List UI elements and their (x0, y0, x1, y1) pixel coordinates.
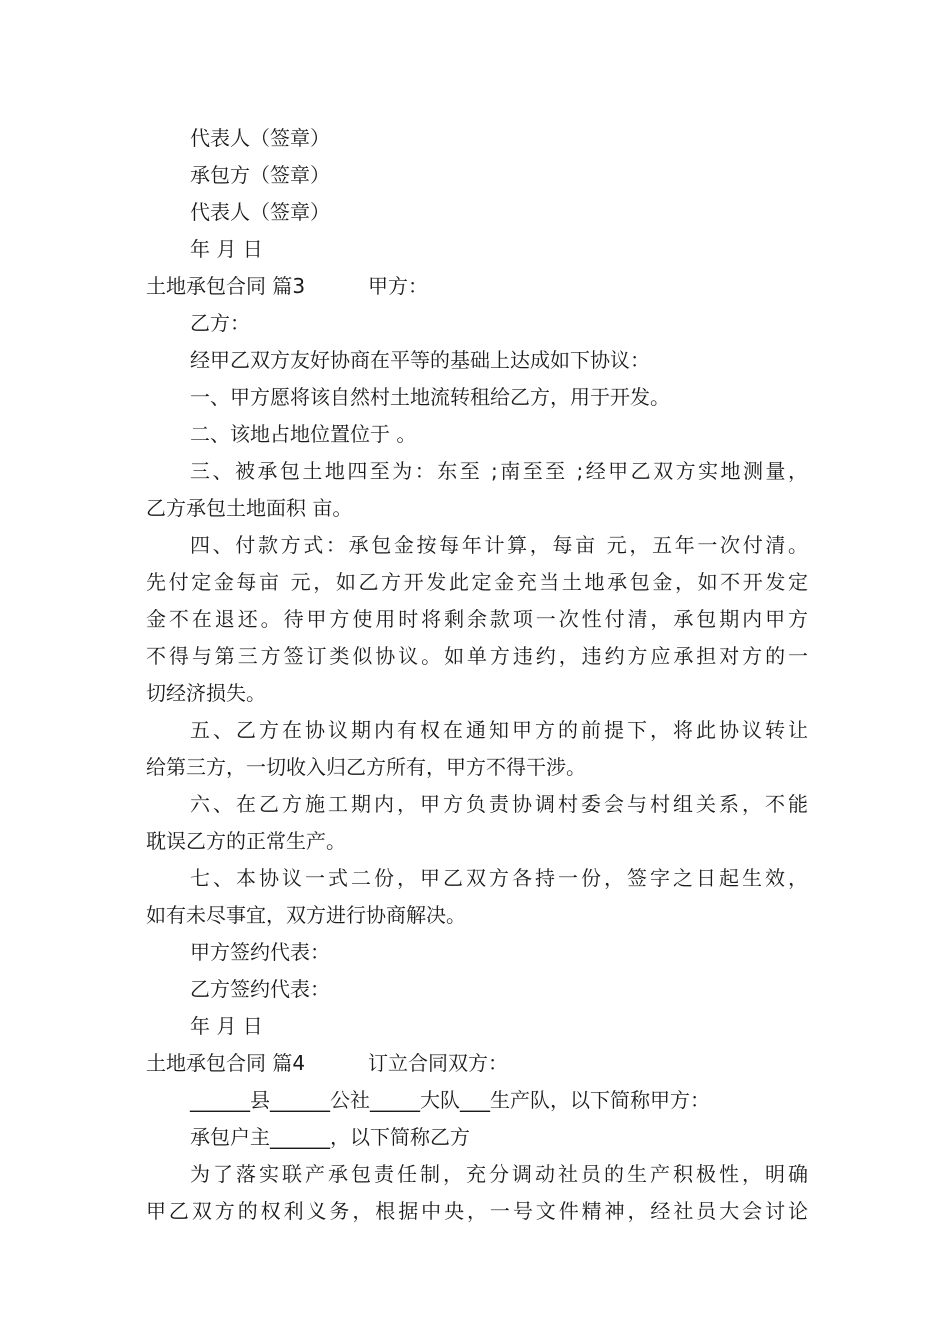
date-line: 年 月 日 (190, 1014, 263, 1038)
paragraph-line: 承包户主______，以下简称乙方 (190, 1125, 470, 1149)
paragraph-line: 耽误乙方的正常生产。 (146, 829, 346, 853)
paragraph-line: 七、本协议一式二份，甲乙双方各持一份，签字之日起生效， (190, 866, 808, 890)
document-page (146, 120, 808, 1230)
signature-line: 代表人（签章） (190, 200, 330, 224)
paragraph-line: 五、乙方在协议期内有权在通知甲方的前提下，将此协议转让 (190, 718, 808, 742)
paragraph-line: 乙方： (190, 311, 250, 335)
paragraph-line: 一、甲方愿将该自然村土地流转租给乙方，用于开发。 (190, 385, 670, 409)
paragraph-line: 先付定金每亩 元，如乙方开发此定金充当土地承包金，如不开发定 (146, 570, 808, 594)
paragraph-line: 二、该地占地位置位于 。 (190, 422, 417, 446)
paragraph-line: 六、在乙方施工期内，甲方负责协调村委会与村组关系，不能 (190, 792, 808, 816)
section-heading-4 (146, 1045, 808, 1082)
signature-line: 乙方签约代表： (190, 977, 330, 1001)
paragraph-line: 给第三方，一切收入归乙方所有，甲方不得干涉。 (146, 755, 586, 779)
signature-line: 代表人（签章） (190, 126, 330, 150)
signature-line: 承包方（签章） (190, 163, 330, 187)
paragraph-line: 不得与第三方签订类似协议。如单方违约，违约方应承担对方的一 (146, 644, 808, 668)
section-heading-text: 订立合同双方： (368, 1051, 508, 1075)
paragraph-line: 经甲乙双方友好协商在平等的基础上达成如下协议： (190, 348, 650, 372)
paragraph-line: 金不在退还。待甲方使用时将剩余款项一次性付清，承包期内甲方 (146, 607, 808, 631)
paragraph-line: 如有未尽事宜，双方进行协商解决。 (146, 903, 466, 927)
paragraph-line: ______县______公社_____大队___生产队，以下简称甲方： (190, 1088, 710, 1112)
section-heading-3 (146, 268, 808, 305)
date-line: 年 月 日 (190, 237, 263, 261)
paragraph-line: 三、被承包土地四至为：东至 ;南至至 ;经甲乙双方实地测量， (190, 459, 808, 483)
paragraph-line: 四、付款方式：承包金按每年计算，每亩 元，五年一次付清。 (190, 533, 808, 557)
paragraph-line: 乙方承包土地面积 亩。 (146, 496, 353, 520)
paragraph-line: 甲乙双方的权利义务，根据中央，一号文件精神，经社员大会讨论 (146, 1199, 808, 1223)
section-title: 土地承包合同 篇3 (146, 274, 306, 298)
paragraph-line: 切经济损失。 (146, 681, 266, 705)
signature-line: 甲方签约代表： (190, 940, 330, 964)
section-heading-text: 甲方： (368, 274, 428, 298)
paragraph-line: 为了落实联产承包责任制，充分调动社员的生产积极性，明确 (190, 1162, 808, 1186)
section-title: 土地承包合同 篇4 (146, 1051, 306, 1075)
